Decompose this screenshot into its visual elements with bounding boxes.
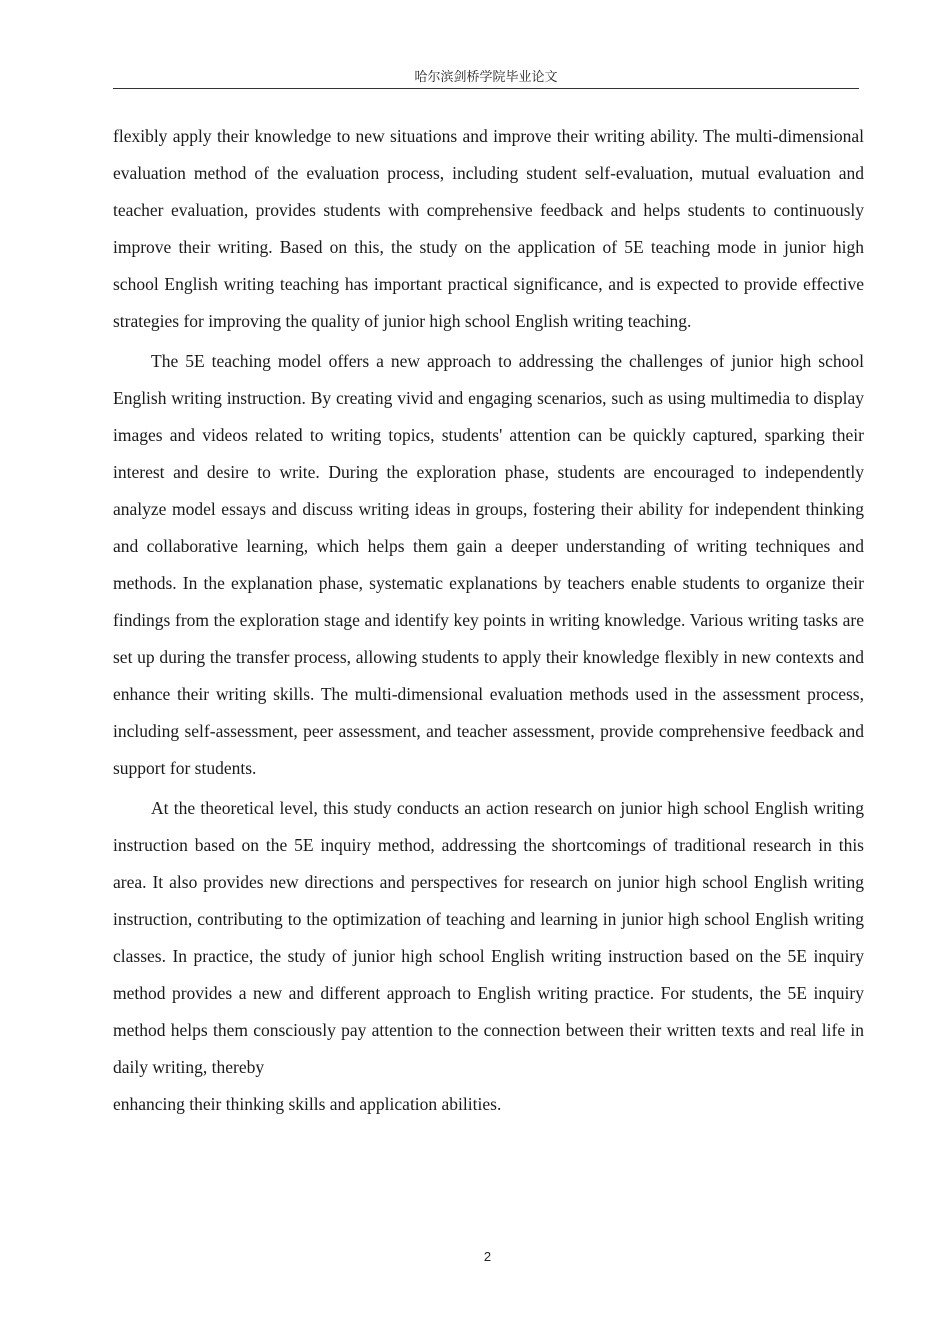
header-divider xyxy=(113,88,859,89)
paragraph-theoretical-level: At the theoretical level, this study conducts an action research on junior high school English writing instruction based on the 5E inquiry method, addressing the shortcomings of traditional research in this area. It also provides new directions and perspectives for research on junior high school English writing instruction, contributing to the optimization of teaching and learning in junior high school English writing classes. In practice, the study of junior high school English writing instruction based on the 5E inquiry method provides a new and different approach to English writing practice. For students, the 5E inquiry method helps them consciously pay attention to the connection between their written texts and real life in daily writing, thereby xyxy=(113,798,864,1077)
document-body xyxy=(113,118,864,1123)
page-number: 2 xyxy=(483,1249,492,1264)
paragraph-continuation: flexibly apply their knowledge to new situations and improve their writing ability. The multi-dimensional evaluation method of the evaluation process, including student self-evaluation, mutual evaluation and teacher evaluation, provides students with comprehensive feedback and helps students to continuously improve their writing. Based on this, the study on the application of 5E teaching mode in junior high school English writing teaching has important practical significance, and is expected to provide effective strategies for improving the quality of junior high school English writing teaching. xyxy=(113,126,864,331)
paragraph-tail-line: enhancing their thinking skills and application abilities. xyxy=(113,1094,502,1114)
page-header: 哈尔滨剑桥学院毕业论文 xyxy=(414,70,558,85)
paragraph-5e-model: The 5E teaching model offers a new approach to addressing the challenges of junior high school English writing instruction. By creating vivid and engaging scenarios, such as using multimedia to display images and videos related to writing topics, students' attention can be quickly captured, sparking their interest and desire to write. During the exploration phase, students are encouraged to independently analyze model essays and discuss writing ideas in groups, fostering their ability for independent thinking and collaborative learning, which helps them gain a deeper understanding of writing techniques and methods. In the explanation phase, systematic explanations by teachers enable students to organize their findings from the exploration stage and identify key points in writing knowledge. Various writing tasks are set up during the transfer process, allowing students to apply their knowledge flexibly in new contexts and enhance their writing skills. The multi-dimensional evaluation methods used in the assessment process, including self-assessment, peer assessment, and teacher assessment, provide comprehensive feedback and support for students. xyxy=(113,351,864,778)
